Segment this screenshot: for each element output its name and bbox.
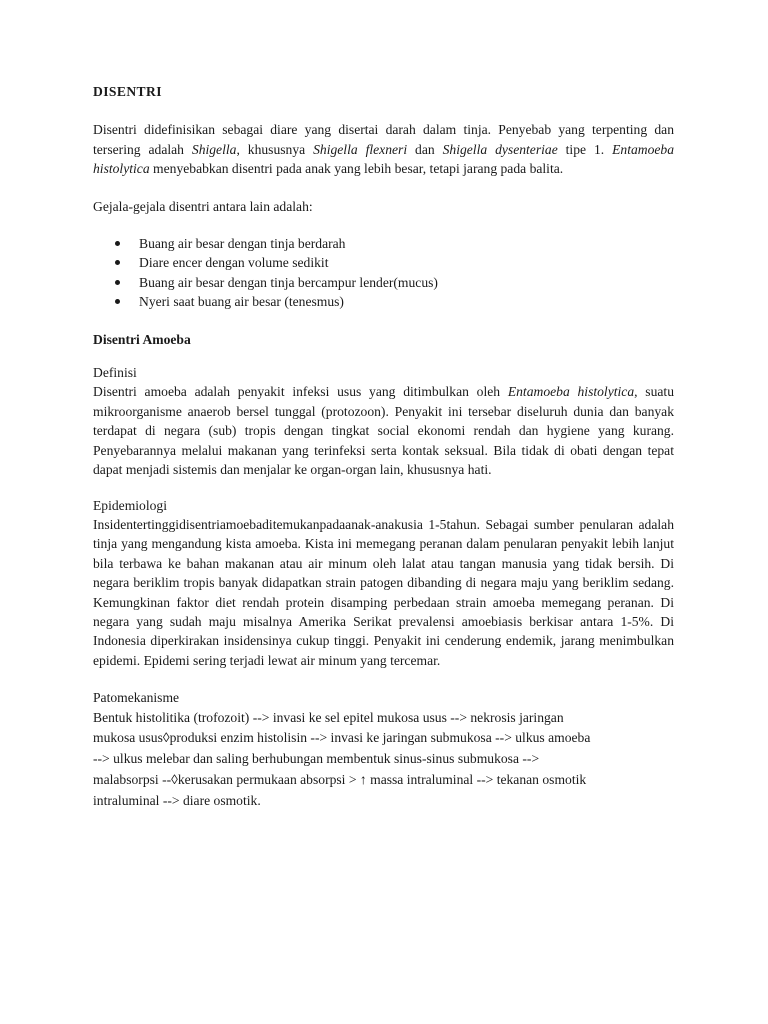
- list-item-text: Nyeri saat buang air besar (tenesmus): [139, 294, 344, 310]
- patomekanisme-line: malabsorpsi --◊kerusakan permukaan absorpsi > ↑ massa intraluminal --> tekanan osmotik: [93, 771, 587, 787]
- intro-text: Disentri didefinisikan sebagai diare yang disertai darah dalam tinja. Penyebab yang terpenting dan tersering adalah: [93, 122, 674, 157]
- symptoms-intro: Gejala-gejala disentri antara lain adalah:: [93, 198, 313, 214]
- patomekanisme-line: Bentuk histolitika (trofozoit) --> invasi ke sel epitel mukosa usus --> nekrosis jaringan: [93, 709, 564, 725]
- definisi-italic-entamoeba: Entamoeba histolytica: [507, 384, 635, 400]
- definisi-paragraph: [93, 382, 674, 479]
- bullet-icon: [115, 241, 120, 246]
- definisi-text: , suatu mikroorganisme anaerob bersel tunggal (protozoon). Penyakit ini tersebar diseluruh dunia dan banyak terdapat di negara (sub) tropis dengan tingkat social ekonomi rendah dan hygiene yang kurang. Penyebarannya melalui makanan yang terinfeksi serta kontak seksual. Bila tidak di obati dengan tepat dapat menjadi sistemis dan menjalar ke organ-organ lain, khususnya hati.: [93, 384, 674, 478]
- patomekanisme-line: mukosa usus◊produksi enzim histolisin --> invasi ke jaringan submukosa --> ulkus amoeba: [93, 730, 591, 746]
- list-item-text: Diare encer dengan volume sedikit: [139, 255, 329, 271]
- list-item-text: Buang air besar dengan tinja bercampur lender(mucus): [139, 274, 438, 290]
- subheading-definisi: Definisi: [93, 365, 137, 381]
- symptoms-list: [93, 234, 674, 312]
- list-item: [93, 292, 674, 311]
- epidemiologi-paragraph: Insidentertinggidisentriamoebaditemukanpadaanak-anakusia 1-5tahun. Sebagai sumber penularan adalah tinja yang mengandung kista amoeba. Kista ini memegang peranan dalam penularan penyakit lebih lanjut bila terbawa ke bahan makanan atau air minum oleh lalat atau tangan manusia yang tidak bersih. Di negara beriklim tropis banyak didapatkan strain patogen dibanding di negara maju yang beriklim sedang. Kemungkinan faktor diet rendah protein disamping perbedaan strain amoeba memegang peranan. Di negara yang sudah maju misalnya Amerika Serikat prevalensi amoebiasis berkisar antara 1-5%. Di Indonesia diperkirakan insidensinya cukup tinggi. Penyakit ini cenderung endemik, jarang menimbulkan epidemi. Epidemi sering terjadi lewat air minum yang tercemar.: [93, 516, 674, 668]
- definisi-text: Disentri amoeba adalah penyakit infeksi usus yang ditimbulkan oleh: [93, 384, 508, 400]
- list-item: [93, 273, 674, 292]
- intro-italic-shigella: Shigella: [191, 141, 237, 157]
- subheading-epidemiologi: Epidemiologi: [93, 497, 168, 513]
- bullet-icon: [115, 280, 120, 285]
- patomekanisme-paragraph: [93, 708, 674, 812]
- intro-italic-dysenteriae: Shigella dysenteriae: [442, 141, 558, 157]
- document-title: DISENTRI: [93, 84, 162, 99]
- patomekanisme-line: --> ulkus melebar dan saling berhubungan membentuk sinus-sinus submukosa -->: [93, 751, 540, 767]
- bullet-icon: [115, 299, 120, 304]
- section-heading-amoeba: Disentri Amoeba: [93, 331, 191, 347]
- list-item-text: Buang air besar dengan tinja berdarah: [139, 236, 346, 252]
- patomekanisme-line: intraluminal --> diare osmotik.: [93, 792, 261, 808]
- intro-text: tipe 1.: [557, 141, 613, 157]
- list-item: [93, 253, 674, 272]
- intro-text: dan: [407, 141, 443, 157]
- intro-text: menyebabkan disentri pada anak yang lebih besar, tetapi jarang pada balita.: [149, 161, 564, 177]
- intro-paragraph: [93, 120, 674, 178]
- bullet-icon: [115, 260, 120, 265]
- subheading-patomekanisme: Patomekanisme: [93, 690, 180, 706]
- intro-italic-entamoeba: Entamoeba histolytica: [93, 141, 675, 177]
- document-page: [93, 82, 674, 812]
- intro-text: , khususnya: [236, 141, 314, 157]
- intro-italic-flexneri: Shigella flexneri: [313, 141, 408, 157]
- list-item: [93, 234, 674, 253]
